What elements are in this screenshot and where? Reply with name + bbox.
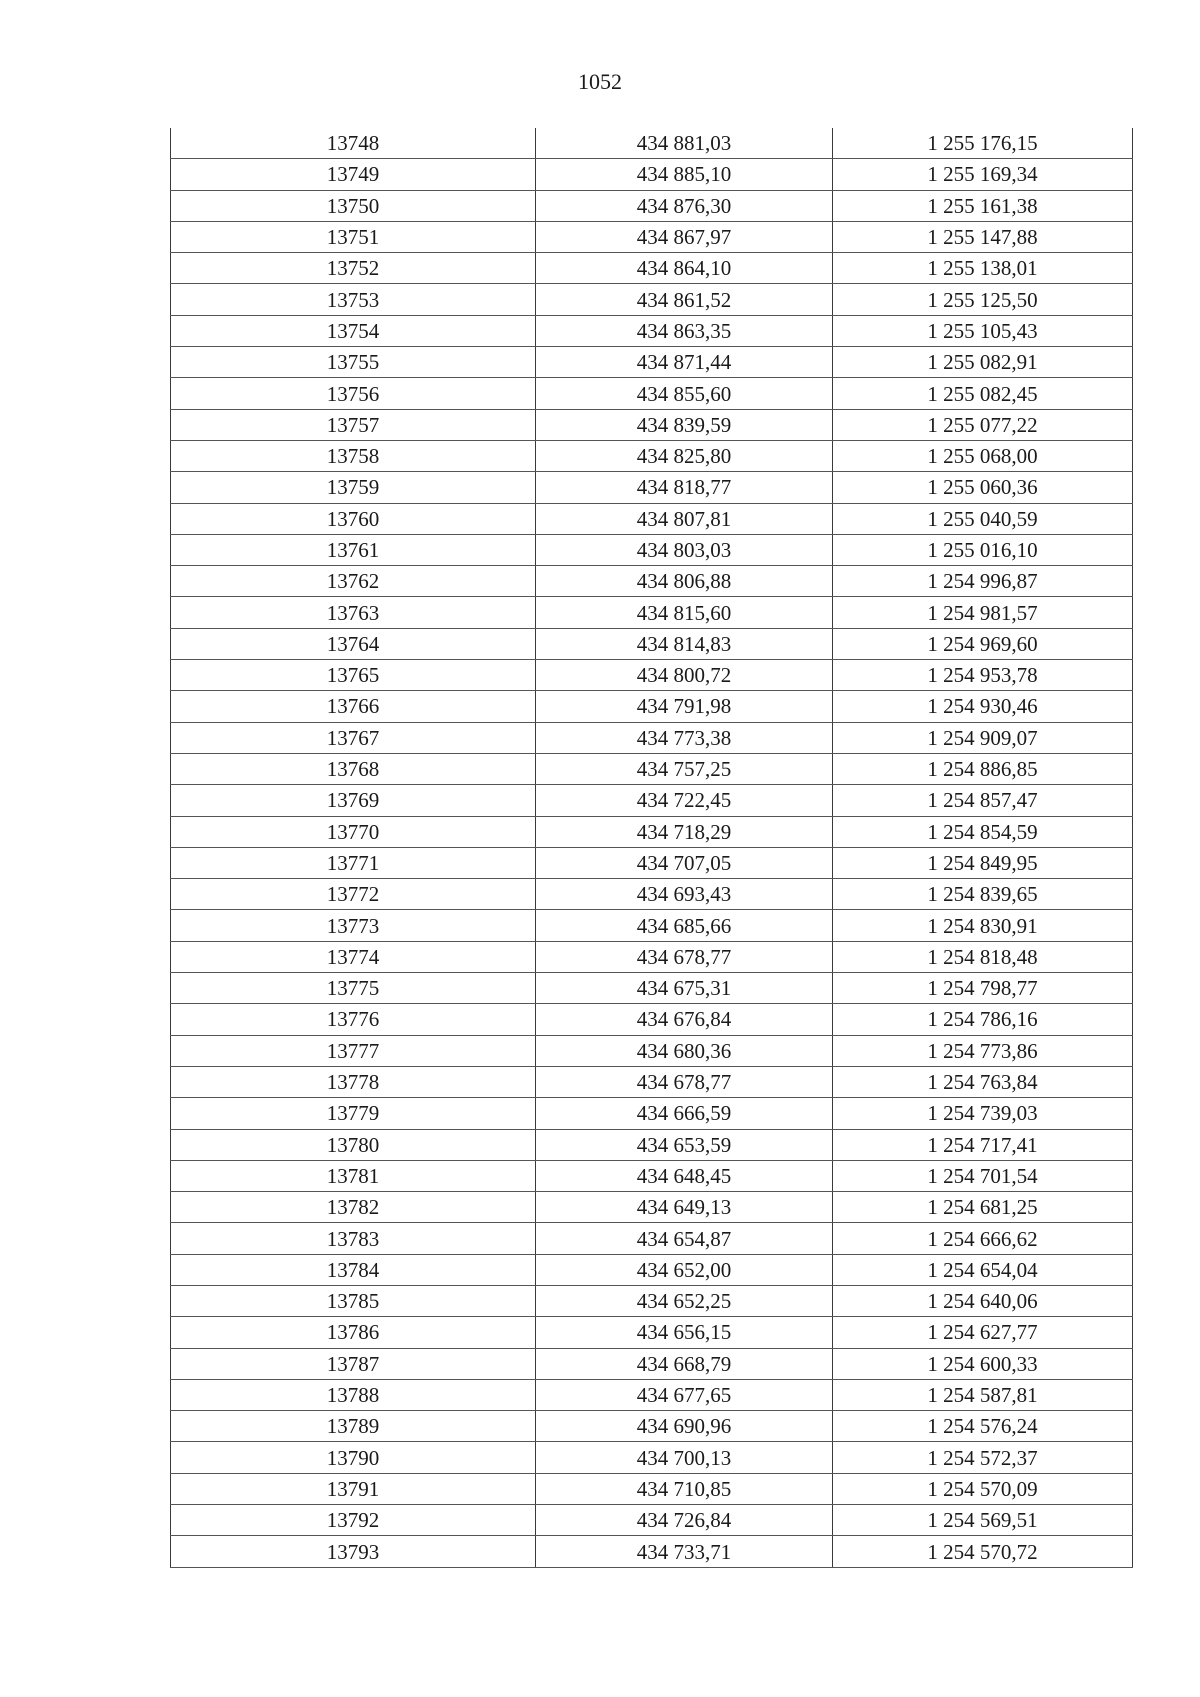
table-row — [171, 1317, 1133, 1348]
point-number-cell: 13792 — [171, 1505, 536, 1536]
point-number-cell: 13757 — [171, 409, 536, 440]
point-number-cell: 13764 — [171, 628, 536, 659]
table-row — [171, 910, 1133, 941]
y-coordinate-cell: 1 254 996,87 — [833, 566, 1133, 597]
coordinates-table — [170, 128, 1133, 1568]
table-row — [171, 722, 1133, 753]
point-number-cell: 13778 — [171, 1066, 536, 1097]
table-row — [171, 1192, 1133, 1223]
table-row — [171, 503, 1133, 534]
x-coordinate-cell: 434 678,77 — [536, 1066, 833, 1097]
x-coordinate-cell: 434 685,66 — [536, 910, 833, 941]
y-coordinate-cell: 1 254 763,84 — [833, 1066, 1133, 1097]
x-coordinate-cell: 434 800,72 — [536, 660, 833, 691]
table-row — [171, 284, 1133, 315]
x-coordinate-cell: 434 710,85 — [536, 1473, 833, 1504]
x-coordinate-cell: 434 861,52 — [536, 284, 833, 315]
point-number-cell: 13762 — [171, 566, 536, 597]
x-coordinate-cell: 434 726,84 — [536, 1505, 833, 1536]
table-row — [171, 221, 1133, 252]
y-coordinate-cell: 1 255 161,38 — [833, 190, 1133, 221]
x-coordinate-cell: 434 652,25 — [536, 1285, 833, 1316]
point-number-cell: 13775 — [171, 973, 536, 1004]
table-row — [171, 1254, 1133, 1285]
table-row — [171, 1223, 1133, 1254]
table-row — [171, 753, 1133, 784]
point-number-cell: 13779 — [171, 1098, 536, 1129]
table-row — [171, 1473, 1133, 1504]
x-coordinate-cell: 434 867,97 — [536, 221, 833, 252]
x-coordinate-cell: 434 825,80 — [536, 440, 833, 471]
x-coordinate-cell: 434 885,10 — [536, 159, 833, 190]
y-coordinate-cell: 1 255 060,36 — [833, 472, 1133, 503]
point-number-cell: 13751 — [171, 221, 536, 252]
x-coordinate-cell: 434 648,45 — [536, 1160, 833, 1191]
table-row — [171, 1442, 1133, 1473]
x-coordinate-cell: 434 649,13 — [536, 1192, 833, 1223]
point-number-cell: 13782 — [171, 1192, 536, 1223]
table-row — [171, 128, 1133, 159]
table-row — [171, 378, 1133, 409]
table-row — [171, 973, 1133, 1004]
point-number-cell: 13787 — [171, 1348, 536, 1379]
x-coordinate-cell: 434 757,25 — [536, 753, 833, 784]
table-row — [171, 1004, 1133, 1035]
point-number-cell: 13763 — [171, 597, 536, 628]
point-number-cell: 13770 — [171, 816, 536, 847]
y-coordinate-cell: 1 254 569,51 — [833, 1505, 1133, 1536]
point-number-cell: 13774 — [171, 941, 536, 972]
point-number-cell: 13765 — [171, 660, 536, 691]
point-number-cell: 13773 — [171, 910, 536, 941]
y-coordinate-cell: 1 254 654,04 — [833, 1254, 1133, 1285]
point-number-cell: 13789 — [171, 1411, 536, 1442]
x-coordinate-cell: 434 815,60 — [536, 597, 833, 628]
point-number-cell: 13785 — [171, 1285, 536, 1316]
y-coordinate-cell: 1 254 909,07 — [833, 722, 1133, 753]
y-coordinate-cell: 1 254 572,37 — [833, 1442, 1133, 1473]
x-coordinate-cell: 434 676,84 — [536, 1004, 833, 1035]
table-row — [171, 347, 1133, 378]
table-row — [171, 190, 1133, 221]
y-coordinate-cell: 1 255 077,22 — [833, 409, 1133, 440]
point-number-cell: 13759 — [171, 472, 536, 503]
page-number: 1052 — [578, 69, 622, 94]
point-number-cell: 13760 — [171, 503, 536, 534]
table-row — [171, 1098, 1133, 1129]
table-row — [171, 1285, 1133, 1316]
point-number-cell: 13769 — [171, 785, 536, 816]
y-coordinate-cell: 1 255 138,01 — [833, 253, 1133, 284]
point-number-cell: 13766 — [171, 691, 536, 722]
point-number-cell: 13772 — [171, 879, 536, 910]
table-row — [171, 315, 1133, 346]
x-coordinate-cell: 434 855,60 — [536, 378, 833, 409]
point-number-cell: 13781 — [171, 1160, 536, 1191]
x-coordinate-cell: 434 863,35 — [536, 315, 833, 346]
point-number-cell: 13767 — [171, 722, 536, 753]
y-coordinate-cell: 1 255 016,10 — [833, 534, 1133, 565]
y-coordinate-cell: 1 255 147,88 — [833, 221, 1133, 252]
table-row — [171, 1129, 1133, 1160]
table-row — [171, 1505, 1133, 1536]
x-coordinate-cell: 434 807,81 — [536, 503, 833, 534]
y-coordinate-cell: 1 255 068,00 — [833, 440, 1133, 471]
table-row — [171, 1160, 1133, 1191]
table-row — [171, 1411, 1133, 1442]
table-row — [171, 816, 1133, 847]
table-row — [171, 472, 1133, 503]
x-coordinate-cell: 434 690,96 — [536, 1411, 833, 1442]
x-coordinate-cell: 434 818,77 — [536, 472, 833, 503]
y-coordinate-cell: 1 254 666,62 — [833, 1223, 1133, 1254]
point-number-cell: 13790 — [171, 1442, 536, 1473]
x-coordinate-cell: 434 722,45 — [536, 785, 833, 816]
y-coordinate-cell: 1 254 969,60 — [833, 628, 1133, 659]
point-number-cell: 13783 — [171, 1223, 536, 1254]
table-row — [171, 566, 1133, 597]
y-coordinate-cell: 1 254 953,78 — [833, 660, 1133, 691]
point-number-cell: 13768 — [171, 753, 536, 784]
y-coordinate-cell: 1 254 981,57 — [833, 597, 1133, 628]
x-coordinate-cell: 434 814,83 — [536, 628, 833, 659]
y-coordinate-cell: 1 254 773,86 — [833, 1035, 1133, 1066]
x-coordinate-cell: 434 656,15 — [536, 1317, 833, 1348]
y-coordinate-cell: 1 255 040,59 — [833, 503, 1133, 534]
x-coordinate-cell: 434 733,71 — [536, 1536, 833, 1567]
x-coordinate-cell: 434 806,88 — [536, 566, 833, 597]
x-coordinate-cell: 434 839,59 — [536, 409, 833, 440]
x-coordinate-cell: 434 680,36 — [536, 1035, 833, 1066]
y-coordinate-cell: 1 255 169,34 — [833, 159, 1133, 190]
y-coordinate-cell: 1 255 176,15 — [833, 128, 1133, 159]
point-number-cell: 13758 — [171, 440, 536, 471]
x-coordinate-cell: 434 773,38 — [536, 722, 833, 753]
table-row — [171, 1379, 1133, 1410]
x-coordinate-cell: 434 666,59 — [536, 1098, 833, 1129]
y-coordinate-cell: 1 254 798,77 — [833, 973, 1133, 1004]
table-row — [171, 1348, 1133, 1379]
point-number-cell: 13780 — [171, 1129, 536, 1160]
y-coordinate-cell: 1 254 786,16 — [833, 1004, 1133, 1035]
point-number-cell: 13784 — [171, 1254, 536, 1285]
x-coordinate-cell: 434 791,98 — [536, 691, 833, 722]
x-coordinate-cell: 434 871,44 — [536, 347, 833, 378]
y-coordinate-cell: 1 255 082,91 — [833, 347, 1133, 378]
point-number-cell: 13755 — [171, 347, 536, 378]
table-row — [171, 785, 1133, 816]
y-coordinate-cell: 1 254 739,03 — [833, 1098, 1133, 1129]
y-coordinate-cell: 1 254 930,46 — [833, 691, 1133, 722]
y-coordinate-cell: 1 255 082,45 — [833, 378, 1133, 409]
point-number-cell: 13748 — [171, 128, 536, 159]
y-coordinate-cell: 1 254 854,59 — [833, 816, 1133, 847]
y-coordinate-cell: 1 255 125,50 — [833, 284, 1133, 315]
x-coordinate-cell: 434 693,43 — [536, 879, 833, 910]
point-number-cell: 13756 — [171, 378, 536, 409]
y-coordinate-cell: 1 254 849,95 — [833, 847, 1133, 878]
x-coordinate-cell: 434 654,87 — [536, 1223, 833, 1254]
y-coordinate-cell: 1 254 627,77 — [833, 1317, 1133, 1348]
y-coordinate-cell: 1 254 701,54 — [833, 1160, 1133, 1191]
point-number-cell: 13786 — [171, 1317, 536, 1348]
table-row — [171, 1536, 1133, 1567]
table-row — [171, 159, 1133, 190]
point-number-cell: 13761 — [171, 534, 536, 565]
x-coordinate-cell: 434 881,03 — [536, 128, 833, 159]
y-coordinate-cell: 1 254 600,33 — [833, 1348, 1133, 1379]
y-coordinate-cell: 1 254 886,85 — [833, 753, 1133, 784]
x-coordinate-cell: 434 864,10 — [536, 253, 833, 284]
y-coordinate-cell: 1 254 587,81 — [833, 1379, 1133, 1410]
table-row — [171, 847, 1133, 878]
x-coordinate-cell: 434 678,77 — [536, 941, 833, 972]
table-row — [171, 941, 1133, 972]
x-coordinate-cell: 434 718,29 — [536, 816, 833, 847]
y-coordinate-cell: 1 254 576,24 — [833, 1411, 1133, 1442]
y-coordinate-cell: 1 254 640,06 — [833, 1285, 1133, 1316]
x-coordinate-cell: 434 876,30 — [536, 190, 833, 221]
y-coordinate-cell: 1 254 681,25 — [833, 1192, 1133, 1223]
table-row — [171, 534, 1133, 565]
x-coordinate-cell: 434 668,79 — [536, 1348, 833, 1379]
point-number-cell: 13776 — [171, 1004, 536, 1035]
table-row — [171, 1066, 1133, 1097]
point-number-cell: 13754 — [171, 315, 536, 346]
x-coordinate-cell: 434 700,13 — [536, 1442, 833, 1473]
y-coordinate-cell: 1 254 570,72 — [833, 1536, 1133, 1567]
table-row — [171, 660, 1133, 691]
point-number-cell: 13793 — [171, 1536, 536, 1567]
table-row — [171, 597, 1133, 628]
point-number-cell: 13777 — [171, 1035, 536, 1066]
table-row — [171, 691, 1133, 722]
point-number-cell: 13771 — [171, 847, 536, 878]
table-row — [171, 1035, 1133, 1066]
y-coordinate-cell: 1 254 857,47 — [833, 785, 1133, 816]
table-row — [171, 628, 1133, 659]
x-coordinate-cell: 434 707,05 — [536, 847, 833, 878]
table-row — [171, 879, 1133, 910]
y-coordinate-cell: 1 254 818,48 — [833, 941, 1133, 972]
y-coordinate-cell: 1 254 570,09 — [833, 1473, 1133, 1504]
x-coordinate-cell: 434 653,59 — [536, 1129, 833, 1160]
point-number-cell: 13752 — [171, 253, 536, 284]
x-coordinate-cell: 434 675,31 — [536, 973, 833, 1004]
x-coordinate-cell: 434 652,00 — [536, 1254, 833, 1285]
point-number-cell: 13753 — [171, 284, 536, 315]
x-coordinate-cell: 434 803,03 — [536, 534, 833, 565]
x-coordinate-cell: 434 677,65 — [536, 1379, 833, 1410]
point-number-cell: 13791 — [171, 1473, 536, 1504]
point-number-cell: 13750 — [171, 190, 536, 221]
point-number-cell: 13749 — [171, 159, 536, 190]
point-number-cell: 13788 — [171, 1379, 536, 1410]
y-coordinate-cell: 1 254 717,41 — [833, 1129, 1133, 1160]
y-coordinate-cell: 1 254 839,65 — [833, 879, 1133, 910]
coordinates-table-body — [171, 128, 1133, 1567]
y-coordinate-cell: 1 255 105,43 — [833, 315, 1133, 346]
table-row — [171, 409, 1133, 440]
y-coordinate-cell: 1 254 830,91 — [833, 910, 1133, 941]
table-row — [171, 253, 1133, 284]
table-row — [171, 440, 1133, 471]
